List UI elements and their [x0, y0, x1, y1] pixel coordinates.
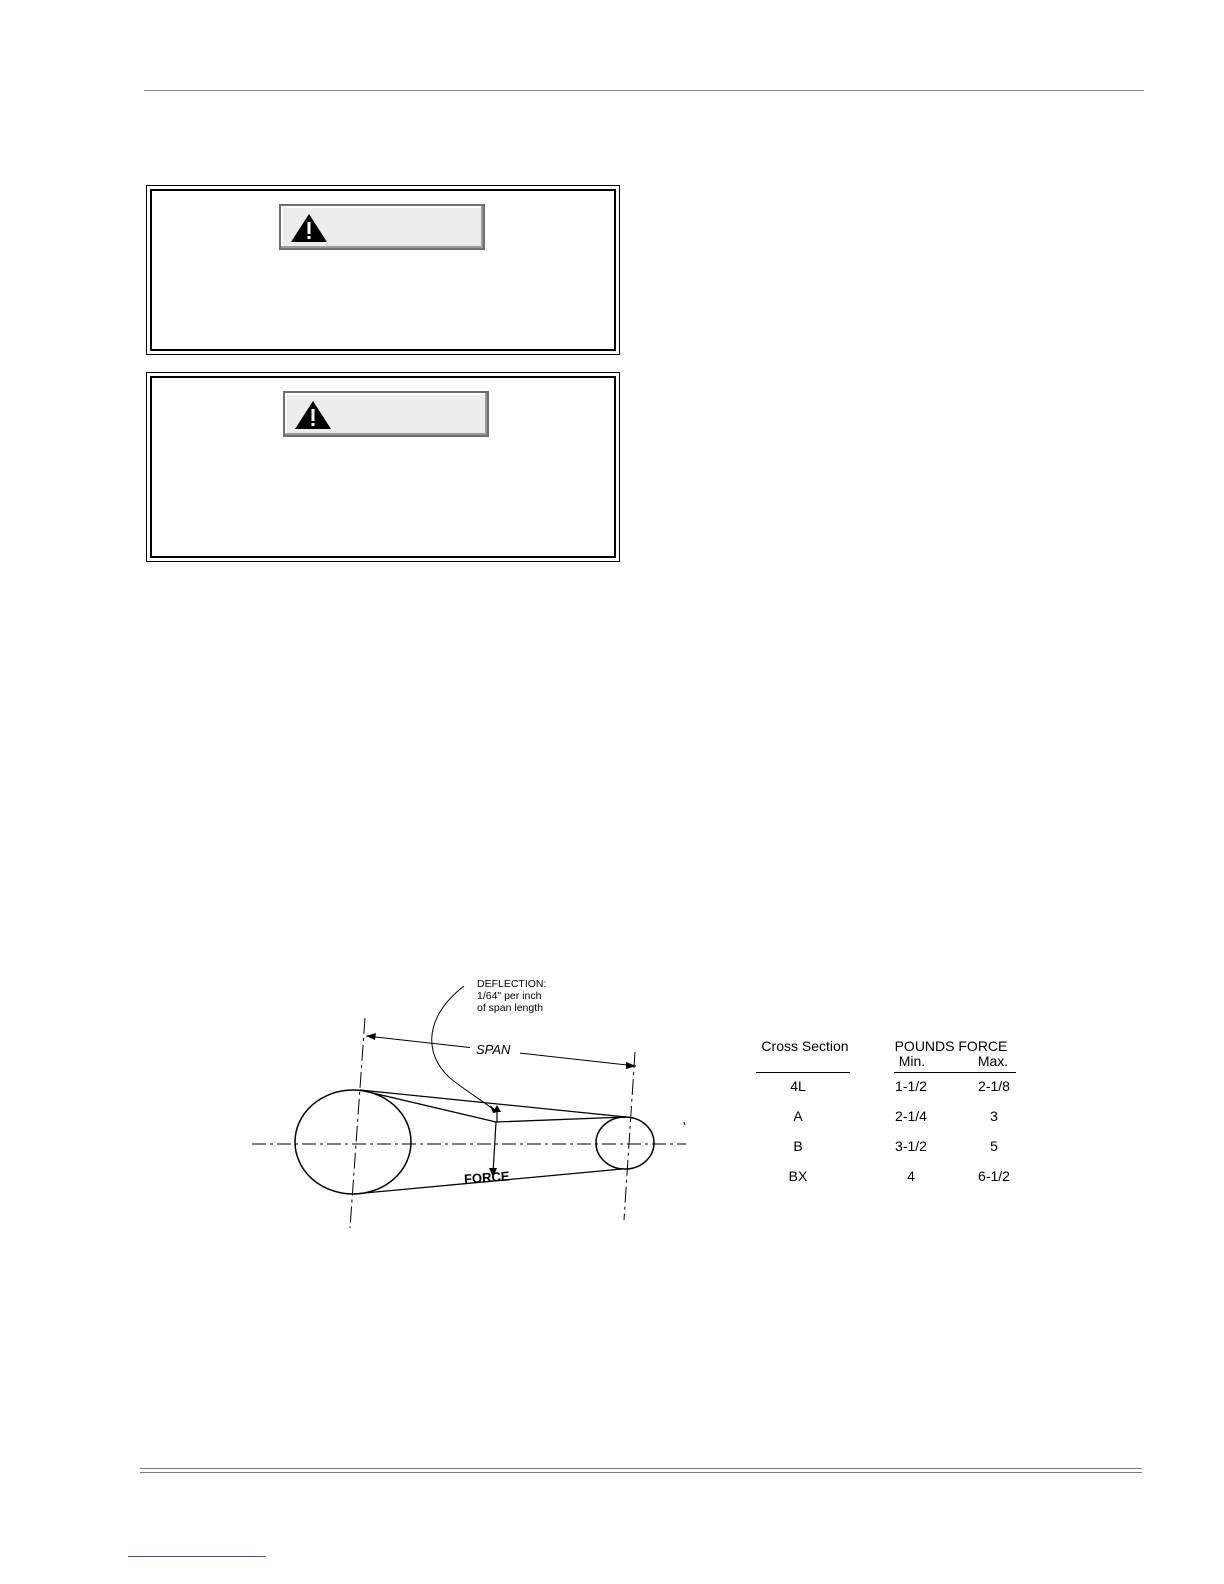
table-cell-max: 2-1/8 [978, 1078, 1010, 1094]
header-max: Max. [977, 1053, 1009, 1069]
table-cell-max: 3 [990, 1108, 998, 1124]
deflection-line-2: 1/64" per inch [477, 990, 542, 1002]
table-cell-min: 2-1/4 [895, 1108, 927, 1124]
span-arrow-left [366, 1033, 376, 1040]
deflection-line-3: of span length [477, 1002, 543, 1014]
warning-box-2 [146, 372, 620, 562]
table-cell-cross-section: A [793, 1108, 803, 1124]
large-pulley [295, 1090, 411, 1194]
table-cell-cross-section: BX [788, 1168, 808, 1184]
belt-top-deflected [360, 1090, 626, 1122]
warning-triangle-icon [289, 212, 329, 244]
footer-rule [140, 1468, 1142, 1473]
table-cell-cross-section: 4L [790, 1078, 806, 1094]
span-label: SPAN [476, 1042, 511, 1057]
table-cell-max: 5 [990, 1138, 998, 1154]
force-label: FORCE [463, 1168, 510, 1187]
belt-tension-diagram [250, 970, 690, 1232]
large-pulley-axis [350, 1018, 365, 1228]
warning-label [283, 391, 489, 437]
warning-label [279, 204, 485, 250]
table-cell-max: 6-1/2 [978, 1168, 1010, 1184]
header-rule [144, 90, 1144, 91]
table-cell-min: 1-1/2 [895, 1078, 927, 1094]
table-cell-min: 3-1/2 [895, 1138, 927, 1154]
header-underline [756, 1072, 850, 1073]
table-cell-cross-section: B [793, 1138, 803, 1154]
header-pounds-force: POUNDS FORCE [894, 1038, 1008, 1054]
table-cell-min: 4 [907, 1168, 915, 1184]
force-arrow [493, 1122, 496, 1173]
header-min: Min. [898, 1053, 926, 1069]
warning-box-1 [146, 185, 620, 355]
header-cross-section: Cross Section [761, 1038, 849, 1054]
footer-link[interactable] [128, 1556, 266, 1557]
belt-tension-table [748, 1032, 1038, 1202]
deflection-title: DEFLECTION: [477, 978, 547, 990]
small-pulley-axis [624, 1052, 635, 1220]
warning-triangle-icon [293, 399, 333, 431]
header-underline [894, 1072, 1016, 1073]
small-pulley [596, 1117, 654, 1169]
